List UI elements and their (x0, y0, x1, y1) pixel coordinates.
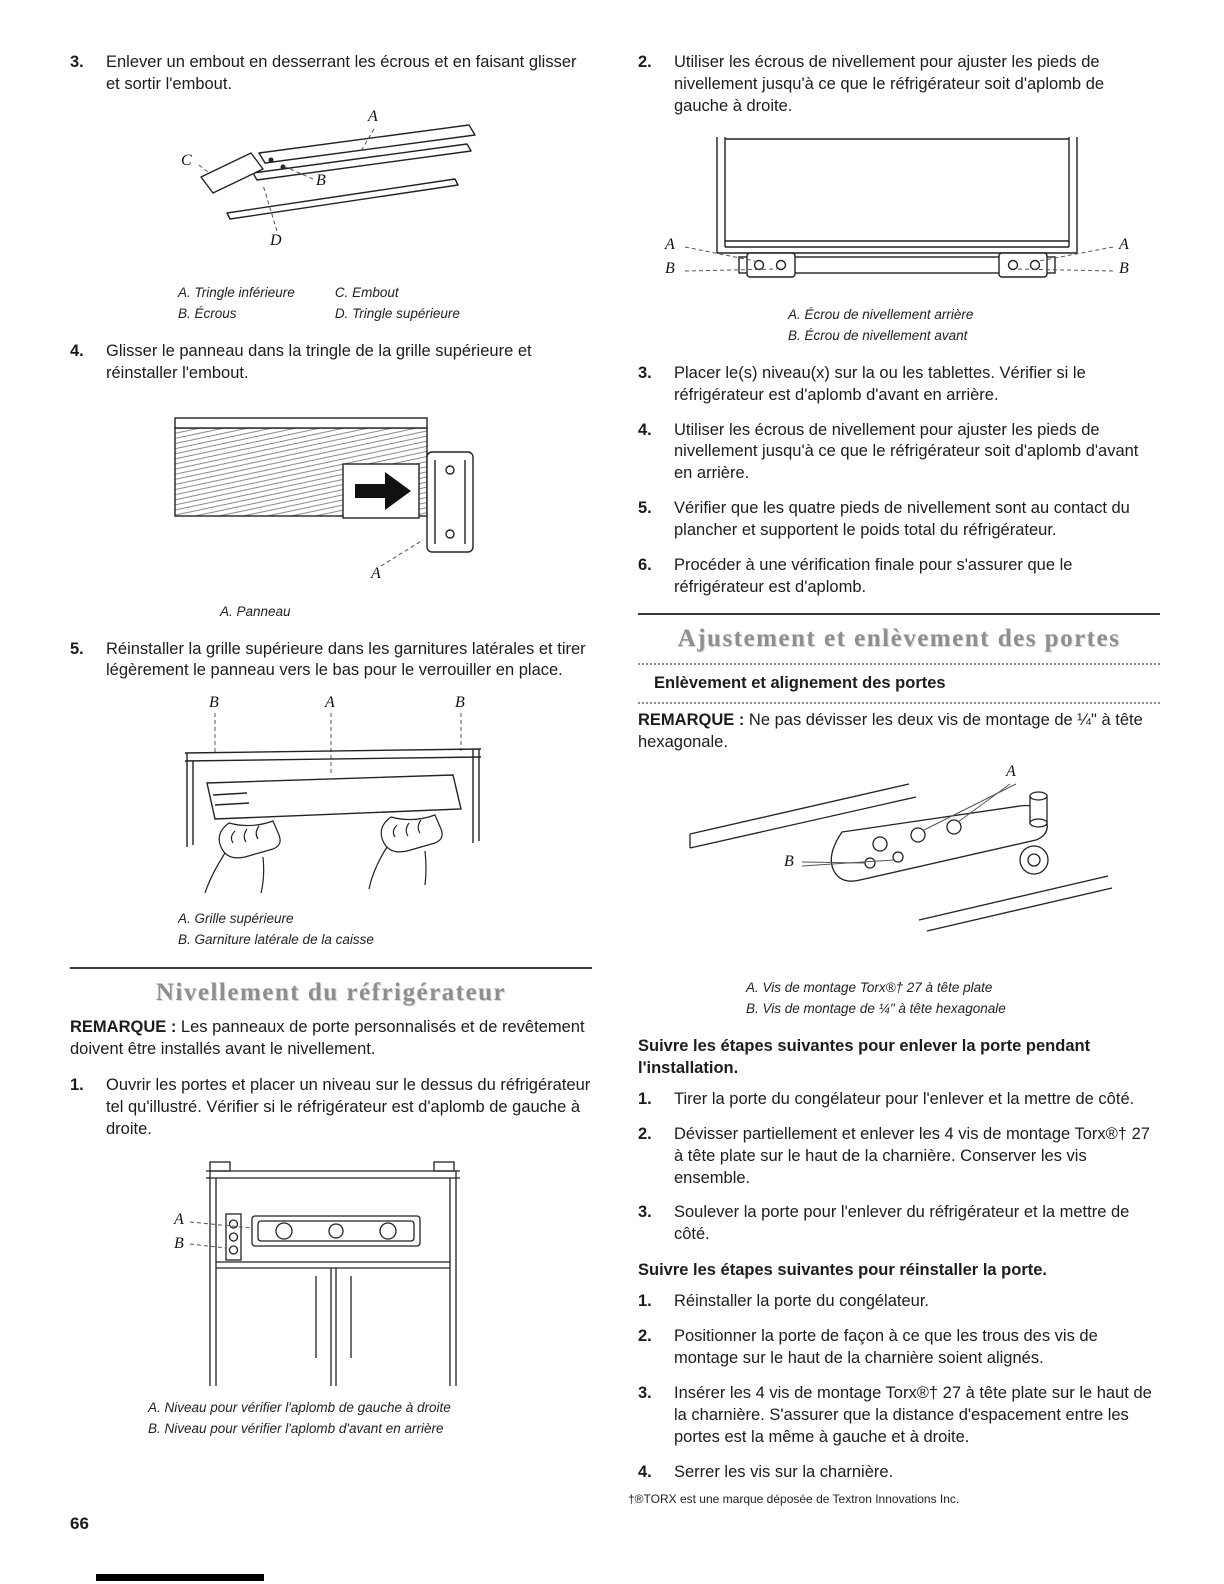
figure-label-b: B (784, 852, 794, 870)
step-text: Tirer la porte du congélateur pour l'enlever et la mettre de côté. (674, 1089, 1135, 1108)
figure-level-check (166, 1154, 496, 1392)
step-number: 3. (70, 53, 84, 71)
step-number: 4. (638, 1462, 652, 1481)
list-item-step2 (638, 52, 1160, 118)
caption-line: D. Tringle supérieure (334, 305, 460, 321)
caption-line: B. Écrou de nivellement avant (788, 327, 968, 343)
caption-line: B. Niveau pour vérifier l'aplomb d'avant en arrière (148, 1420, 444, 1436)
page-number: 66 (70, 1514, 89, 1533)
figure-hinge (684, 762, 1114, 972)
step-text: Soulever la porte pour l'enlever du réfrigérateur et la mettre de côté. (674, 1203, 1130, 1244)
caption-line: A. Vis de montage Torx®† 27 à tête plate (746, 979, 993, 995)
figure-caption (178, 283, 592, 325)
figure-label-d: D (270, 231, 282, 249)
figure-label-c: C (181, 151, 192, 169)
step-text: Enlever un embout en desserrant les écrous et en faisant glisser et sortir l'embout. (106, 53, 577, 93)
list-item (638, 1124, 1160, 1190)
hinge-drawing (684, 768, 1114, 972)
step-number: 6. (638, 556, 652, 575)
figure-label-a: A (1119, 235, 1129, 253)
step-text: Utiliser les écrous de nivellement pour ajuster les pieds de nivellement jusqu'à ce que le réfrigérateur soit d'aplomb d'avant en arrière. (674, 420, 1139, 483)
list-item-step3 (638, 363, 1160, 407)
figure-label-a: A (665, 235, 675, 253)
figure-trim-cap (171, 109, 491, 277)
caption-line: B. Écrous (178, 305, 237, 321)
remark-label: REMARQUE : (70, 1018, 177, 1037)
list-item-step4 (70, 341, 592, 385)
figure-label-a: A (325, 694, 335, 712)
step-text: Dévisser partiellement et enlever les 4 vis de montage Torx®† 27 à tête plate sur le haut de la charnière. Conserver les vis ensemble. (674, 1124, 1150, 1187)
top-grille-drawing (151, 695, 511, 903)
trademark-footnote: †®TORX est une marque déposée de Textron Innovations Inc. (628, 1492, 960, 1506)
dotted-divider (638, 663, 1160, 665)
figure-label-b: B (1119, 259, 1129, 277)
caption-line: A. Écrou de nivellement arrière (788, 306, 974, 322)
step-text: Insérer les 4 vis de montage Torx®† 27 à tête plate sur le haut de la charnière. S'assurer que la distance d'espacement entre les portes est la même à gauche et à droite. (674, 1384, 1152, 1446)
step-text: Réinstaller la porte du congélateur. (674, 1292, 929, 1311)
step-number: 4. (70, 341, 84, 360)
list-item (638, 1462, 1160, 1484)
list-item-step3 (70, 52, 592, 96)
step-number: 2. (638, 1327, 652, 1346)
section-title-portes: Ajustement et enlèvement des portes (677, 625, 1121, 653)
step-number: 4. (638, 420, 652, 439)
section-divider (638, 613, 1160, 615)
bottom-crop-mark (96, 1574, 264, 1581)
list-item (638, 1291, 1160, 1313)
figure-caption (178, 909, 592, 951)
figure-caption (220, 602, 592, 623)
remark-paragraph (70, 1017, 592, 1061)
caption-line: B. Vis de montage de ¼" à tête hexagonale (746, 1000, 1006, 1016)
caption-col-1 (178, 283, 295, 325)
step-text: Réinstaller la grille supérieure dans les garnitures latérales et tirer légèrement le panneau vers le bas pour le verrouiller en place. (106, 639, 586, 680)
remark-text: Les panneaux de porte personnalisés et de revêtement doivent être installés avant le nivellement. (70, 1018, 585, 1059)
step-number: 1. (70, 1076, 84, 1095)
level-check-drawing (166, 1154, 496, 1392)
list-item-step1 (70, 1075, 592, 1141)
figure-label-b: B (209, 694, 219, 712)
list-item-step5 (70, 639, 592, 683)
remark-label: REMARQUE : (638, 711, 745, 730)
figure-leveling-nuts (659, 131, 1139, 299)
step-number: 3. (638, 363, 652, 382)
step-text: Placer le(s) niveau(x) sur la ou les tablettes. Vérifier si le réfrigérateur est d'aplomb d'avant en arrière. (674, 363, 1086, 404)
panel-drawing (161, 398, 501, 596)
remark-paragraph (638, 710, 1160, 754)
step-number: 3. (638, 1384, 652, 1403)
subsection-title: Enlèvement et alignement des portes (654, 674, 946, 693)
figure-caption (148, 1398, 592, 1440)
step-number: 5. (70, 639, 84, 658)
leveling-nuts-drawing (659, 131, 1139, 299)
dotted-divider (638, 702, 1160, 704)
step-number: 5. (638, 499, 652, 518)
step-text: Ouvrir les portes et placer un niveau sur le dessus du réfrigérateur tel qu'illustré. Vérifier si le réfrigérateur est d'aplomb de gauche à droite. (106, 1076, 591, 1138)
figure-caption (746, 978, 1160, 1020)
list-item (638, 1089, 1160, 1111)
caption-line: A. Panneau (220, 603, 291, 619)
step-number: 2. (638, 53, 652, 71)
figure-label-a: A (1006, 762, 1016, 780)
trim-cap-drawing (171, 109, 491, 277)
procedure-heading-reinstall: Suivre les étapes suivantes pour réinstaller la porte. (638, 1261, 1047, 1280)
section-title-nivellement: Nivellement du réfrigérateur (155, 979, 507, 1007)
step-text: Serrer les vis sur la charnière. (674, 1462, 894, 1481)
caption-line: A. Grille supérieure (178, 911, 294, 927)
figure-label-a: A (174, 1210, 184, 1228)
caption-line: C. Embout (334, 284, 399, 300)
caption-line: A. Niveau pour vérifier l'aplomb de gauche à droite (148, 1399, 451, 1415)
figure-label-a: A (368, 107, 378, 125)
figure-label-b: B (174, 1234, 184, 1252)
step-number: 1. (638, 1089, 652, 1108)
step-text: Utiliser les écrous de nivellement pour ajuster les pieds de nivellement jusqu'à ce que le réfrigérateur soit d'aplomb de gauche à droite. (674, 53, 1105, 115)
figure-caption (788, 305, 1160, 347)
procedure-heading-remove: Suivre les étapes suivantes pour enlever la porte pendant l'installation. (638, 1036, 1091, 1077)
right-column (638, 52, 1160, 1497)
caption-col-2 (335, 283, 460, 325)
step-text: Glisser le panneau dans la tringle de la grille supérieure et réinstaller l'embout. (106, 341, 532, 382)
figure-label-b: B (316, 171, 326, 189)
figure-label-b: B (455, 694, 465, 712)
figure-label-b: B (665, 259, 675, 277)
list-item (638, 1326, 1160, 1370)
caption-line: B. Garniture latérale de la caisse (178, 932, 374, 948)
step-number: 3. (638, 1203, 652, 1222)
left-column (70, 52, 592, 1497)
remark-text: Ne pas dévisser les deux vis de montage de ¼" à tête hexagonale. (638, 711, 1143, 752)
list-item (638, 1383, 1160, 1449)
figure-panel (161, 398, 501, 596)
step-number: 2. (638, 1124, 652, 1143)
step-text: Positionner la porte de façon à ce que les trous des vis de montage sur le haut de la charnière soient alignés. (674, 1327, 1098, 1368)
step-number: 1. (638, 1292, 652, 1311)
figure-label-a: A (371, 564, 381, 582)
list-item (638, 1202, 1160, 1246)
step-text: Procéder à une vérification finale pour s'assurer que le réfrigérateur est d'aplomb. (674, 556, 1073, 597)
list-item-step6 (638, 555, 1160, 599)
step-text: Vérifier que les quatre pieds de nivellement sont au contact du plancher et supportent le poids total du réfrigérateur. (674, 499, 1130, 540)
section-divider (70, 967, 592, 969)
list-item-step5 (638, 498, 1160, 542)
figure-top-grille (151, 695, 511, 903)
caption-line: A. Tringle inférieure (178, 284, 295, 300)
list-item-step4 (638, 420, 1160, 486)
